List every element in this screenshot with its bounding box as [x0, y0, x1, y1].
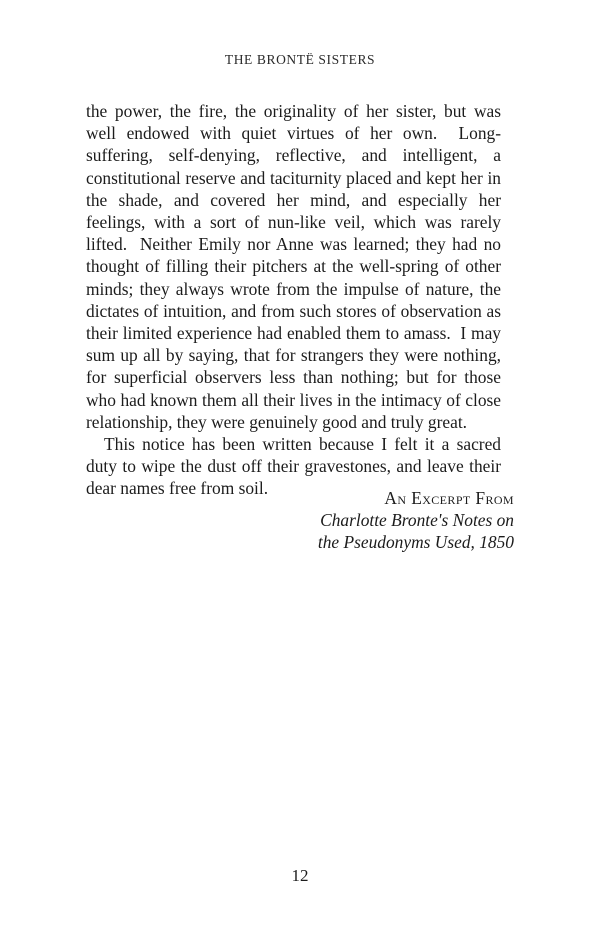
attribution-source-line-1: Charlotte Bronte's Notes on	[320, 510, 514, 531]
paragraph-1: the power, the fire, the originality of her sister, but was well endowed with quiet virtues of her own. Long-suffering, self-denying, reflective, and intelligent, a constitutional reserve and taciturnity placed and kept her in the shade, and covered her mind, and especially her feelings, with a sort of nun-like veil, which was rarely lifted. Neither Emily nor Anne was learned; they had no thought of filling their pitchers at the well-spring of other minds; they always wrote from the impulse of nature, the dictates of intuition, and from such stores of observation as their limited experience had enabled them to amass. I may sum up all by saying, that for strangers they were nothing, for superficial observers less than nothing; but for those who had known them all their lives in the intimacy of close relationship, they were genuinely good and truly great.	[86, 101, 501, 432]
paragraph-2: This notice has been written because I felt it a sacred duty to wipe the dust off their gravestones, and leave their dear names free from soil.	[86, 434, 501, 499]
running-head: THE BRONTË SISTERS	[224, 52, 376, 67]
attribution-heading: An Excerpt From	[384, 488, 514, 508]
page-number: 12	[291, 866, 309, 885]
body-text	[86, 100, 501, 500]
attribution-source-line-2: the Pseudonyms Used, 1850	[317, 532, 514, 553]
attribution	[214, 487, 514, 554]
